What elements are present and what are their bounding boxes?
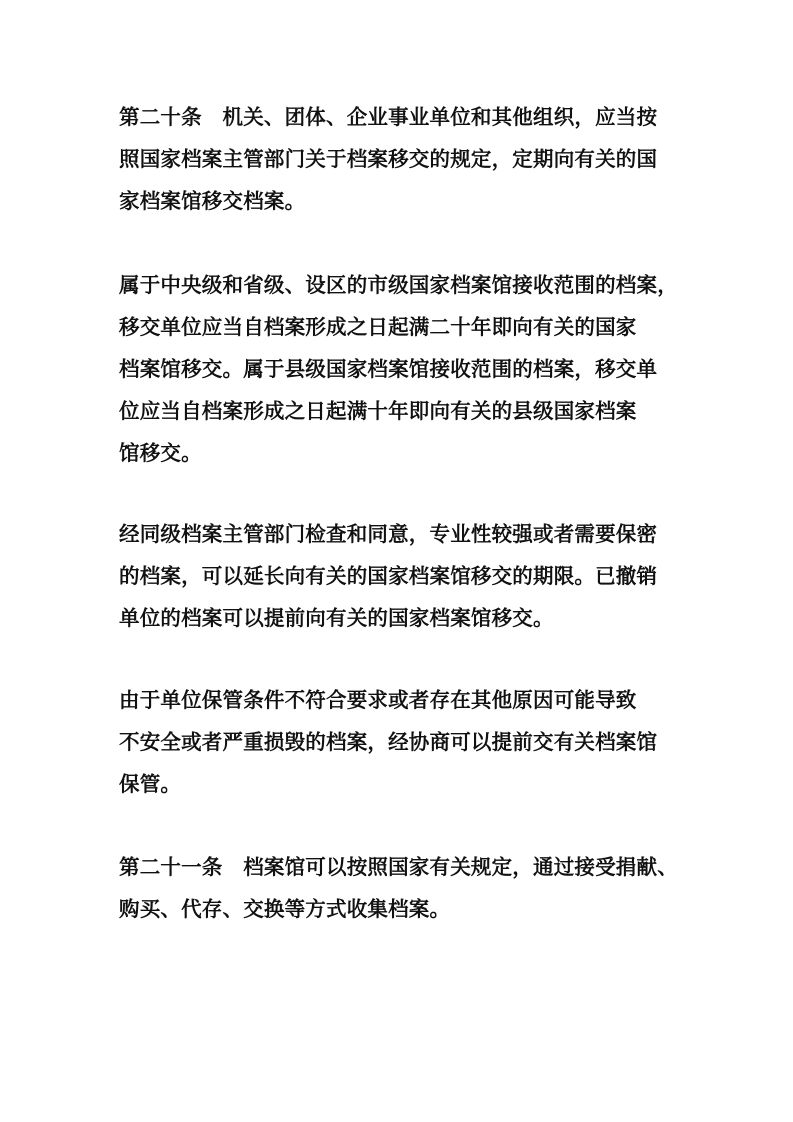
text-line: 不安全或者严重损毁的档案，经协商可以提前交有关档案馆 [119, 730, 658, 754]
text-line: 保管。 [119, 772, 182, 796]
text-line: 馆移交。 [119, 441, 202, 465]
early-custody-paragraph [119, 679, 657, 805]
text-line: 第二十条 机关、团体、企业事业单位和其他组织，应当按 [119, 105, 658, 129]
text-line: 移交单位应当自档案形成之日起满二十年即向有关的国家 [119, 315, 637, 339]
text-line: 购买、代存、交换等方式收集档案。 [119, 897, 451, 921]
text-line: 档案馆移交。属于县级国家档案馆接收范围的档案，移交单 [119, 357, 658, 381]
text-line: 属于中央级和省级、设区的市级国家档案馆接收范围的档案， [119, 273, 678, 297]
text-line: 第二十一条 档案馆可以按照国家有关规定，通过接受捐献、 [119, 855, 678, 879]
text-line: 位应当自档案形成之日起满十年即向有关的县级国家档案 [119, 399, 637, 423]
text-line: 由于单位保管条件不符合要求或者存在其他原因可能导致 [119, 688, 637, 712]
text-line: 家档案馆移交档案。 [119, 189, 306, 213]
text-line: 单位的档案可以提前向有关的国家档案馆移交。 [119, 606, 554, 630]
text-line: 照国家档案主管部门关于档案移交的规定，定期向有关的国 [119, 147, 658, 171]
article-20-paragraph [119, 96, 657, 222]
text-line: 的档案，可以延长向有关的国家档案馆移交的期限。已撤销 [119, 564, 658, 588]
transfer-period-paragraph [119, 264, 678, 474]
article-21-paragraph [119, 846, 678, 930]
text-line: 经同级档案主管部门检查和同意，专业性较强或者需要保密 [119, 522, 658, 546]
extension-paragraph [119, 513, 657, 639]
